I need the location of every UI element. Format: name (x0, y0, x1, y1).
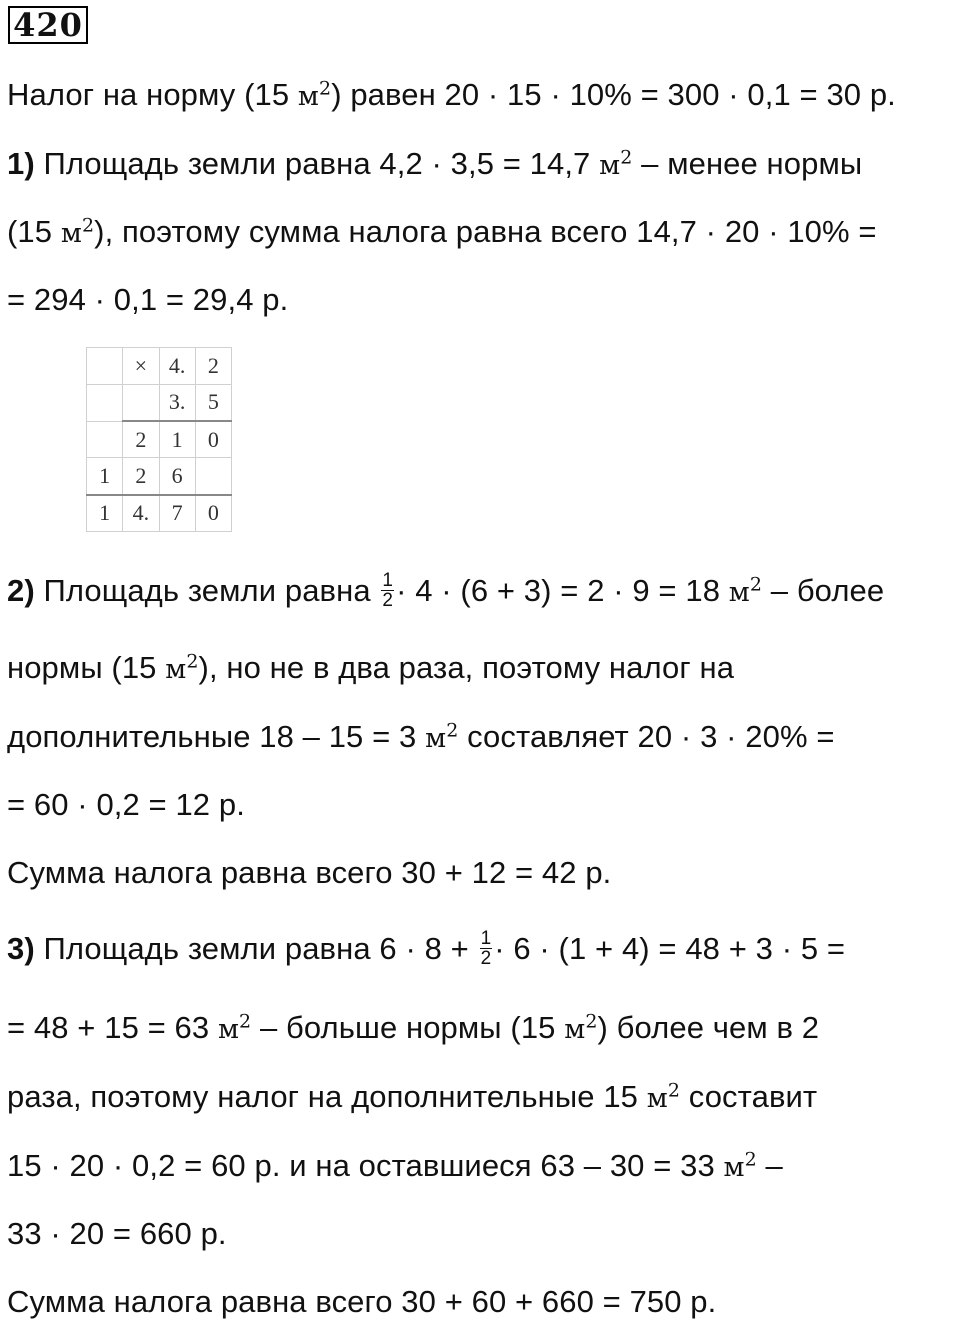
line-tax-norm: Налог на норму (15 $м^2$) равен 20 · 15 · 10% = 300 · 0,1 = 30 р. (7, 77, 896, 112)
line-case2-extra-result: = 60 · 0,2 = 12 р. (7, 787, 245, 822)
line-case3-area-result: = 48 + 15 = 63 $м^2$ – больше нормы (15 $м^2$) более чем в 2 (7, 1010, 820, 1045)
unit-m2: $м^2$ (217, 1010, 252, 1045)
grid-row: 1 4. 7 0 (87, 495, 232, 532)
unit-m2: $м^2$ (60, 214, 95, 249)
unit-m2: $м^2$ (728, 573, 763, 608)
line-case1-result: = 294 · 0,1 = 29,4 р. (7, 282, 289, 317)
grid-row: 3. 5 (87, 384, 232, 421)
grid-row: 1 2 6 (87, 458, 232, 495)
grid-row: × 4. 2 (87, 348, 232, 385)
line-case3-remaining: 15 · 20 · 0,2 = 60 р. и на оставшиеся 63 – 30 = 33 $м^2$ – (7, 1148, 783, 1183)
unit-m2: $м^2$ (564, 1010, 598, 1045)
line-case3-total: Сумма налога равна всего 30 + 60 + 660 = 750 р. (7, 1284, 717, 1319)
fraction-half: $\frac{1}{2}$ (480, 928, 492, 970)
line-case1-area: 1) Площадь земли равна 4,2 · 3,5 = 14,7 $м^2$ – менее нормы (7, 146, 863, 181)
grid-row: 2 1 0 (87, 421, 232, 458)
unit-m2: $м^2$ (723, 1148, 757, 1183)
multiplication-grid (86, 347, 232, 532)
line-case1-tax: (15 $м^2$), поэтому сумма налога равна всего 14,7 · 20 · 10% = (7, 214, 877, 249)
fraction-half: $\frac{1}{2}$ (382, 570, 394, 612)
unit-m2: $м^2$ (599, 146, 633, 181)
unit-m2: $м^2$ (646, 1079, 681, 1114)
unit-m2: $м^2$ (297, 77, 332, 112)
line-case2-extra: дополнительные 18 – 15 = 3 $м^2$ составляет 20 · 3 · 20% = (7, 719, 835, 754)
line-case2-total: Сумма налога равна всего 30 + 12 = 42 р. (7, 855, 612, 890)
line-case3-area: 3) Площадь земли равна 6 · 8 + $\frac{1}{2}$ · 6 · (1 + 4) = 48 + 3 · 5 = (7, 928, 846, 970)
unit-m2: $м^2$ (165, 650, 199, 685)
line-case3-remaining-result: 33 · 20 = 660 р. (7, 1216, 227, 1251)
unit-m2: $м^2$ (425, 719, 459, 754)
line-case3-extra: раза, поэтому налог на дополнительные 15 $м^2$ составит (7, 1079, 818, 1114)
line-case2-area: 2) Площадь земли равна $\frac{1}{2}$ · 4 · (6 + 3) = 2 · 9 = 18 $м^2$ – более (7, 570, 885, 612)
problem-number: 420 (8, 6, 88, 44)
line-case2-norm: нормы (15 $м^2$), но не в два раза, поэтому налог на (7, 650, 735, 685)
